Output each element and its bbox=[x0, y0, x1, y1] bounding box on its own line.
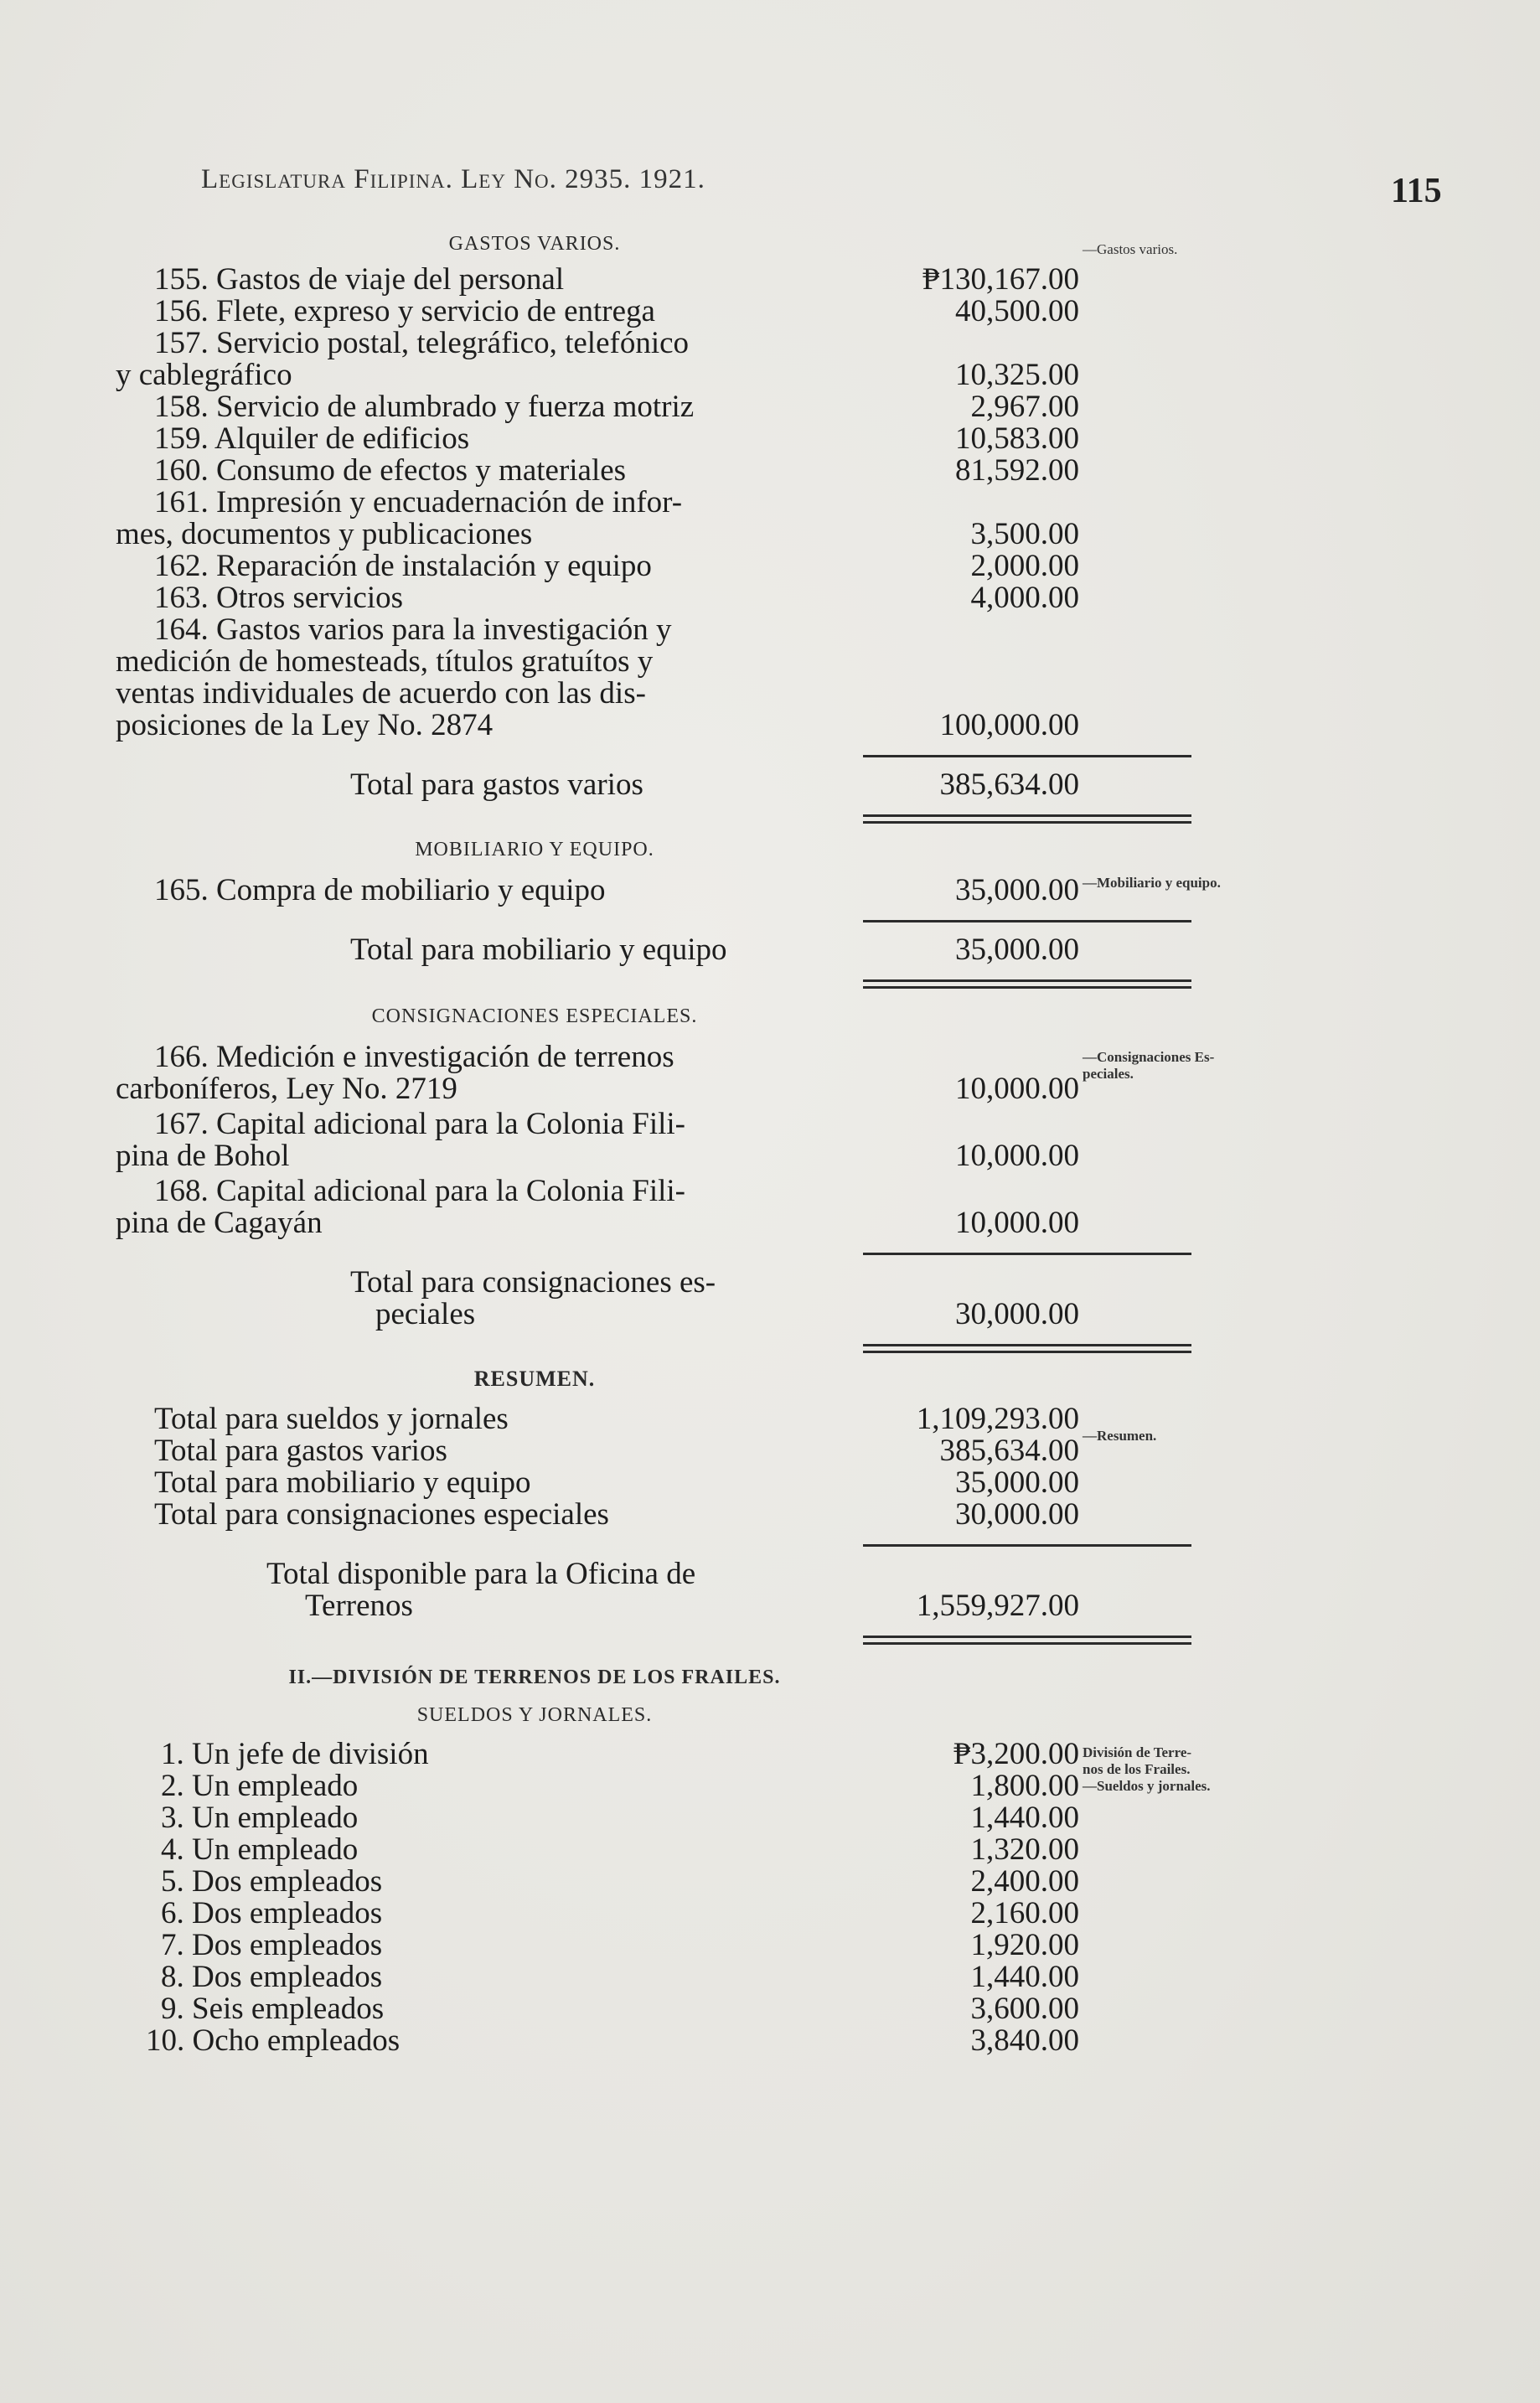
summary-amount: 30,000.00 bbox=[955, 1497, 1079, 1532]
line-item bbox=[116, 1802, 1079, 1834]
summary-row bbox=[116, 1499, 1079, 1531]
line-item bbox=[116, 1176, 1079, 1239]
total-label: Total para mobiliario y equipo bbox=[350, 933, 727, 967]
section-heading-gastos-varios: GASTOS VARIOS. bbox=[448, 233, 621, 255]
line-item-text: 1. Un jefe de división bbox=[161, 1737, 429, 1771]
side-note-line: División de Terre- bbox=[1083, 1744, 1192, 1760]
line-item-amount: 3,840.00 bbox=[970, 2023, 1079, 2058]
line-item bbox=[116, 1770, 1079, 1802]
line-item-text bbox=[116, 487, 845, 550]
side-note-division bbox=[1083, 1744, 1326, 1795]
total-double-rule bbox=[863, 979, 1191, 982]
line-item bbox=[116, 455, 1079, 487]
total-row bbox=[116, 1558, 1079, 1622]
line-item-amount: 10,583.00 bbox=[955, 421, 1079, 456]
section-heading-resumen: RESUMEN. bbox=[473, 1367, 596, 1391]
total-label-line: Total disponible para la Oficina de bbox=[266, 1557, 696, 1591]
line-item bbox=[116, 875, 1079, 907]
total-label-line: Terrenos bbox=[305, 1589, 413, 1623]
line-item bbox=[116, 550, 1079, 582]
line-item-text: 3. Un empleado bbox=[161, 1801, 359, 1835]
line-item bbox=[116, 328, 1079, 391]
line-item-amount: 1,440.00 bbox=[970, 1960, 1079, 1994]
line-item-text: 4. Un empleado bbox=[161, 1832, 359, 1867]
section-subheading-sueldos: SUELDOS Y JORNALES. bbox=[416, 1704, 653, 1726]
line-item-amount: 81,592.00 bbox=[955, 453, 1079, 488]
line-item-amount: 1,320.00 bbox=[970, 1832, 1079, 1867]
summary-amount: 35,000.00 bbox=[955, 1465, 1079, 1500]
line-item-text: 10. Ocho empleados bbox=[146, 2023, 401, 2058]
line-item bbox=[116, 264, 1079, 296]
subtotal-rule bbox=[863, 920, 1191, 922]
total-row bbox=[116, 769, 1079, 801]
line-item-text-line: 161. Impresión y encuadernación de infor- bbox=[154, 485, 683, 519]
line-item-amount: 2,967.00 bbox=[970, 390, 1079, 424]
line-item-text: 2. Un empleado bbox=[161, 1769, 359, 1803]
total-label bbox=[116, 1558, 845, 1622]
line-item-text-line: mes, documentos y publicaciones bbox=[116, 517, 533, 551]
line-item-text-line: medición de homesteads, títulos gratuítos y bbox=[116, 644, 654, 679]
line-item-text-line: pina de Bohol bbox=[116, 1139, 290, 1173]
line-item-text: 163. Otros servicios bbox=[154, 581, 403, 615]
line-item bbox=[116, 1898, 1079, 1930]
side-note-line: —Consignaciones Es- bbox=[1083, 1049, 1215, 1065]
line-item bbox=[116, 614, 1079, 742]
total-row bbox=[116, 1267, 1079, 1331]
summary-label: Total para mobiliario y equipo bbox=[154, 1465, 531, 1500]
side-note-resumen: —Resumen. bbox=[1083, 1428, 1157, 1444]
summary-label: Total para consignaciones especiales bbox=[154, 1497, 609, 1532]
line-item-amount: 2,400.00 bbox=[970, 1864, 1079, 1899]
subtotal-rule bbox=[863, 755, 1191, 757]
line-item-amount: ₱3,200.00 bbox=[953, 1737, 1079, 1771]
total-amount: 1,559,927.00 bbox=[916, 1589, 1079, 1623]
line-item-text bbox=[116, 614, 845, 742]
line-item-amount: 40,500.00 bbox=[955, 294, 1079, 328]
line-item-amount: 4,000.00 bbox=[970, 581, 1079, 615]
summary-label: Total para gastos varios bbox=[154, 1434, 447, 1468]
line-item bbox=[116, 2025, 1079, 2057]
total-row bbox=[116, 934, 1079, 966]
line-item-text-line: carboníferos, Ley No. 2719 bbox=[116, 1072, 457, 1106]
line-item-text-line: posiciones de la Ley No. 2874 bbox=[116, 708, 494, 742]
total-label bbox=[116, 1267, 845, 1331]
line-item-text-line: pina de Cagayán bbox=[116, 1206, 323, 1240]
summary-row bbox=[116, 1467, 1079, 1499]
line-item-text: 162. Reparación de instalación y equipo bbox=[154, 549, 652, 583]
line-item bbox=[116, 296, 1079, 328]
line-item bbox=[116, 1739, 1079, 1770]
line-item-text: 6. Dos empleados bbox=[161, 1896, 383, 1930]
summary-label: Total para sueldos y jornales bbox=[154, 1402, 509, 1436]
line-item-text bbox=[116, 1041, 845, 1105]
line-item-text: 5. Dos empleados bbox=[161, 1864, 383, 1899]
line-item-text-line: y cablegráfico bbox=[116, 358, 292, 392]
line-item bbox=[116, 1108, 1079, 1172]
total-double-rule bbox=[863, 1344, 1191, 1346]
line-item-amount: 1,800.00 bbox=[970, 1769, 1079, 1803]
running-header: Legislatura Filipina. Ley No. 2935. 1921. bbox=[201, 164, 705, 194]
line-item-text: 7. Dos empleados bbox=[161, 1928, 383, 1962]
line-item-text-line: 157. Servicio postal, telegráfico, telefónico bbox=[154, 326, 690, 360]
side-note-line: —Sueldos y jornales. bbox=[1083, 1778, 1211, 1794]
line-item-amount: 3,600.00 bbox=[970, 1992, 1079, 2026]
summary-row bbox=[116, 1403, 1079, 1435]
line-item-text bbox=[116, 328, 845, 391]
line-item-amount: 10,000.00 bbox=[955, 1206, 1079, 1240]
line-item-text: 155. Gastos de viaje del personal bbox=[154, 262, 565, 297]
line-item-amount: 2,160.00 bbox=[970, 1896, 1079, 1930]
total-label: Total para gastos varios bbox=[350, 767, 643, 802]
line-item-text bbox=[116, 1108, 845, 1172]
side-note-gastos-varios: —Gastos varios. bbox=[1083, 241, 1178, 257]
line-item-amount: 1,920.00 bbox=[970, 1928, 1079, 1962]
summary-amount: 385,634.00 bbox=[939, 1434, 1079, 1468]
line-item bbox=[116, 487, 1079, 550]
line-item bbox=[116, 1930, 1079, 1961]
line-item bbox=[116, 1834, 1079, 1866]
line-item-amount: 35,000.00 bbox=[955, 873, 1079, 907]
line-item-text-line: 166. Medición e investigación de terrenos bbox=[154, 1040, 674, 1074]
line-item-text-line: 167. Capital adicional para la Colonia Fili- bbox=[154, 1107, 685, 1141]
line-item-text: 8. Dos empleados bbox=[161, 1960, 383, 1994]
total-double-rule bbox=[863, 814, 1191, 817]
line-item-amount: 3,500.00 bbox=[970, 517, 1079, 551]
total-label-line: peciales bbox=[375, 1297, 476, 1331]
document-body bbox=[116, 233, 1079, 2057]
line-item-text-line: 164. Gastos varios para la investigación y bbox=[154, 612, 672, 647]
total-amount: 30,000.00 bbox=[955, 1297, 1079, 1331]
subtotal-rule bbox=[863, 1253, 1191, 1255]
total-label-line: Total para consignaciones es- bbox=[350, 1265, 716, 1300]
section-heading-division: II.—DIVISIÓN DE TERRENOS DE LOS FRAILES. bbox=[288, 1667, 781, 1688]
line-item-text: 160. Consumo de efectos y materiales bbox=[154, 453, 627, 488]
line-item bbox=[116, 1041, 1079, 1105]
summary-amount: 1,109,293.00 bbox=[916, 1402, 1079, 1436]
total-amount: 35,000.00 bbox=[955, 933, 1079, 967]
line-item-text: 165. Compra de mobiliario y equipo bbox=[154, 873, 606, 907]
line-item bbox=[116, 1961, 1079, 1993]
line-item bbox=[116, 1993, 1079, 2025]
line-item-text-line: ventas individuales de acuerdo con las dis- bbox=[116, 676, 646, 711]
line-item bbox=[116, 1866, 1079, 1898]
section-heading-consignaciones: CONSIGNACIONES ESPECIALES. bbox=[371, 1005, 698, 1027]
line-item-text: 159. Alquiler de edificios bbox=[154, 421, 470, 456]
line-item-amount: ₱130,167.00 bbox=[922, 262, 1079, 297]
line-item-text bbox=[116, 1176, 845, 1239]
side-note-consignaciones bbox=[1083, 1049, 1326, 1083]
line-item-text: 156. Flete, expreso y servicio de entrega bbox=[154, 294, 655, 328]
line-item bbox=[116, 391, 1079, 423]
line-item-text: 9. Seis empleados bbox=[161, 1992, 385, 2026]
line-item-amount: 10,000.00 bbox=[955, 1139, 1079, 1173]
side-note-line: nos de los Frailes. bbox=[1083, 1761, 1191, 1777]
total-amount: 385,634.00 bbox=[939, 767, 1079, 802]
side-note-line: peciales. bbox=[1083, 1066, 1134, 1082]
line-item-amount: 1,440.00 bbox=[970, 1801, 1079, 1835]
subtotal-rule bbox=[863, 1544, 1191, 1547]
line-item-amount: 2,000.00 bbox=[970, 549, 1079, 583]
line-item-amount: 10,000.00 bbox=[955, 1072, 1079, 1106]
line-item-amount: 100,000.00 bbox=[939, 708, 1079, 742]
total-double-rule bbox=[863, 1636, 1191, 1638]
summary-row bbox=[116, 1435, 1079, 1467]
page-number: 115 bbox=[1391, 172, 1442, 210]
side-note-mobiliario: —Mobiliario y equipo. bbox=[1083, 875, 1221, 891]
section-heading-mobiliario: MOBILIARIO Y EQUIPO. bbox=[415, 839, 654, 860]
line-item bbox=[116, 423, 1079, 455]
line-item bbox=[116, 582, 1079, 614]
line-item-amount: 10,325.00 bbox=[955, 358, 1079, 392]
line-item-text: 158. Servicio de alumbrado y fuerza motriz bbox=[154, 390, 695, 424]
line-item-text-line: 168. Capital adicional para la Colonia Fili- bbox=[154, 1174, 685, 1208]
